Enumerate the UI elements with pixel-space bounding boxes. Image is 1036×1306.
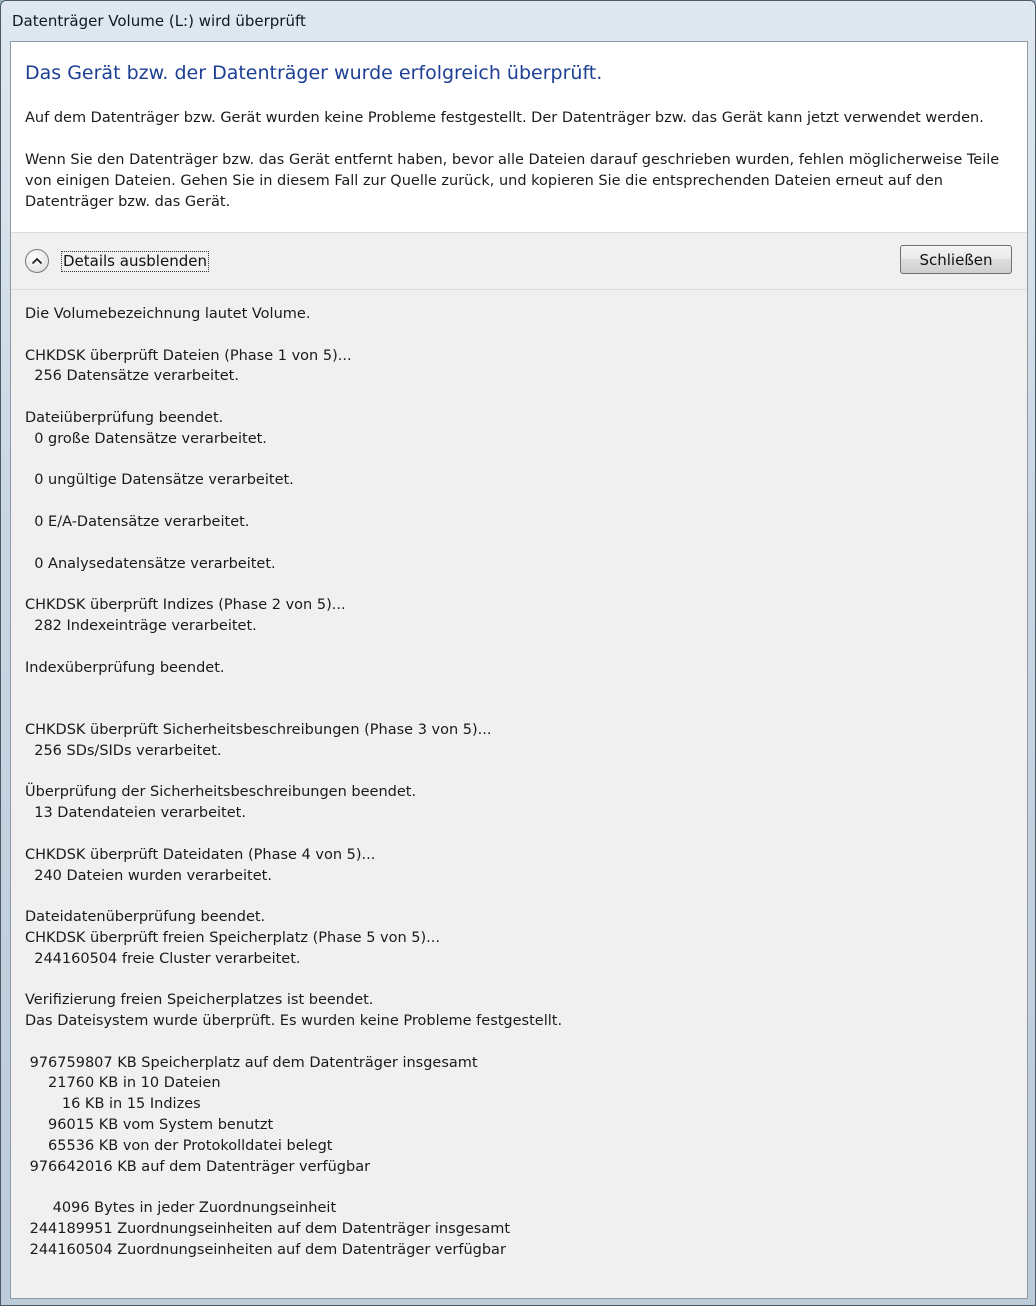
details-log-line: 0 Analysedatensätze verarbeitet. [25, 555, 276, 572]
details-log-line: Das Dateisystem wurde überprüft. Es wurden keine Probleme festgestellt. [25, 1013, 563, 1030]
details-log-line [25, 637, 1015, 658]
details-log-line: 16 KB in 15 Indizes [25, 1096, 201, 1113]
details-log-line [25, 762, 1015, 783]
details-log-line [25, 1177, 1015, 1198]
details-log-line: 96015 KB vom System benutzt [25, 1117, 274, 1134]
details-log-line: 256 Datensätze verarbeitet. [25, 368, 239, 385]
main-heading: Das Gerät bzw. der Datenträger wurde erfolgreich überprüft. [25, 62, 603, 84]
status-message: Auf dem Datenträger bzw. Gerät wurden keine Probleme festgestellt. Der Datenträger bzw. das Gerät kann jetzt verwendet werden. [25, 110, 984, 126]
details-log-line [25, 1032, 1015, 1053]
main-instruction-area [11, 42, 1027, 233]
details-log-line: 976642016 KB auf dem Datenträger verfügbar [25, 1158, 371, 1175]
details-log-line: 282 Indexeinträge verarbeitet. [25, 617, 257, 634]
details-log-line [25, 824, 1015, 845]
details-log-line: 976759807 KB Speicherplatz auf dem Datenträger insgesamt [25, 1054, 478, 1071]
details-log-line [25, 533, 1015, 554]
details-log-line: CHKDSK überprüft Dateidaten (Phase 4 von 5)... [25, 846, 376, 863]
details-log-line [25, 325, 1015, 346]
details-log-line: CHKDSK überprüft Indizes (Phase 2 von 5)... [25, 597, 346, 614]
warning-message: Wenn Sie den Datenträger bzw. das Gerät entfernt haben, bevor alle Dateien darauf geschrieben wurden, fehlen möglicherweise Teile von einigen Dateien. Gehen Sie in diesem Fall zur Quelle zurück, und kopieren Sie die entsprechenden Dateien erneut auf den Datenträger bzw. das Gerät. [25, 152, 1000, 210]
window-title: Datenträger Volume (L:) wird überprüft [12, 12, 306, 30]
details-log-line [25, 574, 1015, 595]
details-log-line: 0 E/A-Datensätze verarbeitet. [25, 513, 250, 530]
details-log-line: Die Volumebezeichnung lautet Volume. [25, 306, 311, 322]
details-log-line [25, 699, 1015, 720]
details-log-line: 13 Datendateien verarbeitet. [25, 805, 246, 822]
details-toggle-label[interactable]: Details ausblenden [63, 251, 207, 270]
details-log-line: 4096 Bytes in jeder Zuordnungseinheit [25, 1200, 337, 1217]
details-log-line [25, 450, 1015, 471]
details-log-line: Indexüberprüfung beendet. [25, 659, 225, 676]
details-log-line: 244160504 Zuordnungseinheiten auf dem Datenträger verfügbar [25, 1241, 506, 1258]
details-log-line: 21760 KB in 10 Dateien [25, 1075, 221, 1092]
details-log-line [25, 387, 1015, 408]
details-log-line: 0 große Datensätze verarbeitet. [25, 430, 267, 447]
details-log-line [25, 678, 1015, 699]
details-log-line: 65536 KB von der Protokolldatei belegt [25, 1137, 333, 1154]
details-log-line: 240 Dateien wurden verarbeitet. [25, 867, 272, 884]
details-log-line: 256 SDs/SIDs verarbeitet. [25, 742, 222, 759]
details-log-line: 0 ungültige Datensätze verarbeitet. [25, 472, 294, 489]
details-log [25, 304, 1015, 1261]
details-log-line: Verifizierung freien Speicherplatzes ist beendet. [25, 992, 374, 1009]
dialog-content [10, 41, 1028, 1299]
details-log-line [25, 886, 1015, 907]
details-log-line: CHKDSK überprüft Dateien (Phase 1 von 5)... [25, 347, 352, 364]
details-log-line: 244189951 Zuordnungseinheiten auf dem Datenträger insgesamt [25, 1221, 511, 1238]
details-log-line [25, 491, 1015, 512]
chevron-up-icon[interactable] [25, 249, 49, 273]
details-log-line [25, 970, 1015, 991]
details-log-line: Überprüfung der Sicherheitsbeschreibungen beendet. [25, 784, 417, 801]
details-log-line: CHKDSK überprüft Sicherheitsbeschreibungen (Phase 3 von 5)... [25, 721, 492, 738]
details-toggle[interactable] [25, 247, 209, 275]
details-log-line: Dateidatenüberprüfung beendet. [25, 909, 266, 926]
details-log-line: CHKDSK überprüft freien Speicherplatz (Phase 5 von 5)... [25, 929, 440, 946]
button-strip [11, 233, 1027, 290]
details-log-line: Dateiüberprüfung beendet. [25, 409, 224, 426]
details-log-line: 244160504 freie Cluster verarbeitet. [25, 950, 301, 967]
close-button[interactable]: Schließen [900, 245, 1012, 274]
title-bar[interactable] [1, 1, 1035, 41]
